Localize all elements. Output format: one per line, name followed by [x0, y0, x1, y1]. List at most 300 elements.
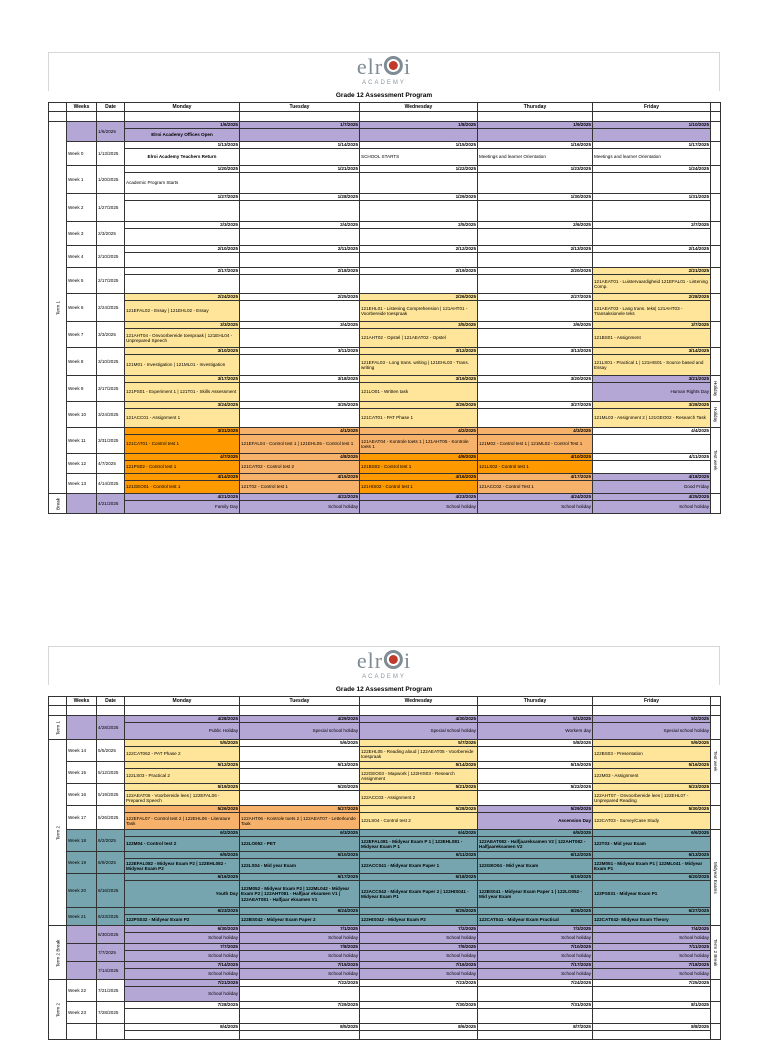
day-date: 6/30/2025: [125, 926, 240, 933]
day-cell: 121AHT04 - Onvoorbereide toespraak | 121EHL04 - Unprepared Speech: [125, 329, 240, 348]
day-cell: 122M03 - Assignment: [593, 769, 711, 784]
day-date: 6/19/2025: [478, 874, 593, 881]
day-date: 3/18/2025: [240, 376, 360, 383]
day-cell: [593, 1031, 711, 1040]
day-cell: School holiday: [240, 933, 360, 944]
day-cell: 122GEO03 - Mapwork | 122HIS03 - Research Assignment: [360, 769, 478, 784]
day-date: 4/29/2025: [240, 716, 360, 723]
day-date: 7/1/2025: [240, 926, 360, 933]
day-date: 6/12/2025: [478, 852, 593, 859]
day-date-row: [49, 494, 721, 501]
day-date: 8/6/2025: [360, 1024, 478, 1031]
day-date-row: [49, 348, 721, 355]
day-cell: [125, 201, 240, 222]
day-date: 4/21/2025: [125, 494, 240, 501]
day-content-row: [49, 149, 721, 166]
day-date: 4/18/2025: [593, 474, 711, 481]
day-cell: [360, 173, 478, 194]
day-cell: [240, 1009, 360, 1024]
day-date: 2/14/2025: [593, 246, 711, 253]
day-cell: 122PS031 - Midyear Exam P1: [593, 881, 711, 908]
column-header: Thursday: [478, 103, 593, 112]
day-date: 5/2/2025: [593, 716, 711, 723]
week-label: Week 2: [67, 194, 97, 222]
week-date: 7/14/2025: [97, 962, 125, 980]
day-cell: 122AHT07 - Onvoorbereide lees | 122EHL07 - Unprepared Reading: [593, 791, 711, 806]
day-cell: 121LO01 - Written task: [360, 383, 478, 402]
week-date: 5/26/2025: [97, 806, 125, 830]
day-date: 5/8/2025: [478, 740, 593, 747]
day-date: 2/4/2025: [240, 222, 360, 229]
day-cell: Special school holiday: [360, 723, 478, 740]
column-header: Thursday: [478, 697, 593, 706]
day-cell: 122BS041 - Midyear Exam Paper 1 | 122LO052 - Mid year Exam: [478, 881, 593, 908]
day-cell: [240, 129, 360, 142]
day-date: 7/25/2025: [593, 980, 711, 987]
day-date: 1/13/2025: [125, 142, 240, 149]
week-label: Week 23: [67, 1002, 97, 1024]
day-cell: 121BS01 - Assignment: [593, 329, 711, 348]
day-date: 7/8/2025: [240, 944, 360, 951]
day-cell: SCHOOL STARTS: [360, 149, 478, 166]
day-cell: [360, 129, 478, 142]
day-date: 1/20/2025: [125, 166, 240, 173]
day-cell: 122T03 - Mid year Exam: [593, 837, 711, 852]
day-date: 2/17/2025: [125, 268, 240, 275]
day-cell: School holiday: [478, 933, 593, 944]
day-date-row: [49, 428, 721, 435]
term-label: Term 2: [49, 980, 67, 1040]
day-content-row: [49, 481, 721, 494]
day-date-row: [49, 806, 721, 813]
day-cell: 121LS01 - Practical 1 | 121HIS01 - Source based and Essay: [593, 355, 711, 376]
day-cell: Special school holiday: [240, 723, 360, 740]
term-label: Break: [49, 494, 67, 514]
day-date: 3/27/2025: [478, 402, 593, 409]
day-cell: 122CAT042- Midyear Exam Theory: [593, 915, 711, 926]
column-header: Date: [97, 697, 125, 706]
day-date: 7/15/2025: [240, 962, 360, 969]
week-date: 2/24/2025: [97, 294, 125, 322]
week-date: 1/27/2025: [97, 194, 125, 222]
day-date-row: [49, 246, 721, 253]
day-content-row: [49, 329, 721, 348]
page-title: Grade 12 Assessment Program: [335, 92, 433, 99]
day-cell: 121ACC01 - Assignment 1: [125, 409, 240, 428]
week-label: Week 6: [67, 294, 97, 322]
week-label: Week 18: [67, 830, 97, 852]
day-cell: [240, 173, 360, 194]
day-date: 3/5/2025: [360, 322, 478, 329]
day-cell: School holiday: [478, 501, 593, 514]
day-cell: Good Friday: [593, 481, 711, 494]
week-date: 3/31/2025: [97, 428, 125, 454]
week-label: Week 19: [67, 852, 97, 874]
day-content-row: [49, 355, 721, 376]
day-date: 4/25/2025: [593, 494, 711, 501]
week-label: Week 0: [67, 142, 97, 166]
day-content-row: [49, 253, 721, 268]
day-cell: [478, 987, 593, 1002]
day-content-row: [49, 201, 721, 222]
column-header: Monday: [125, 697, 240, 706]
day-cell: [478, 409, 593, 428]
day-date: 2/20/2025: [478, 268, 593, 275]
day-cell: Special school holiday: [593, 723, 711, 740]
day-cell: 121M01 - Investigation | 121ML01 - Investigation: [125, 355, 240, 376]
side-header-cell: [711, 697, 721, 706]
day-cell: [478, 329, 593, 348]
column-header: Friday: [593, 103, 711, 112]
week-date: 3/24/2025: [97, 402, 125, 428]
day-date: 5/29/2025: [478, 806, 593, 813]
day-date-row: [49, 962, 721, 969]
day-cell: School holiday: [240, 969, 360, 980]
week-label: Week 17: [67, 806, 97, 830]
day-date: 1/21/2025: [240, 166, 360, 173]
day-cell: [360, 1009, 478, 1024]
day-date: 6/23/2025: [125, 908, 240, 915]
column-header: Date: [97, 103, 125, 112]
day-date: 7/22/2025: [240, 980, 360, 987]
day-cell: [478, 747, 593, 762]
day-date: 4/2/2025: [360, 428, 478, 435]
day-date: 3/11/2025: [240, 348, 360, 355]
day-content-row: [49, 275, 721, 294]
day-date: 3/25/2025: [240, 402, 360, 409]
day-date-row: [49, 830, 721, 837]
week-label: Week 7: [67, 322, 97, 348]
day-date: 3/20/2025: [478, 376, 593, 383]
week-date: 6/9/2025: [97, 852, 125, 874]
week-date: 2/17/2025: [97, 268, 125, 294]
day-date: 6/9/2025: [125, 852, 240, 859]
day-cell: School holiday: [125, 951, 240, 962]
day-date: 1/31/2025: [593, 194, 711, 201]
day-date: 2/19/2025: [360, 268, 478, 275]
day-date-row: [49, 784, 721, 791]
day-cell: 121BS02 - Control test 1: [360, 461, 478, 474]
week-date: 2/3/2025: [97, 222, 125, 246]
day-date: 6/16/2025: [125, 874, 240, 881]
day-cell: [593, 201, 711, 222]
day-cell: 122CAT041 - Midyear Exam Practical: [478, 915, 593, 926]
day-cell: 122LS04 - Mid year Exam: [240, 859, 360, 874]
week-date: 6/23/2025: [97, 908, 125, 926]
day-date: 8/1/2025: [593, 1002, 711, 1009]
day-cell: 122CAT03 - Survey/Case Study: [593, 813, 711, 830]
day-date: 5/20/2025: [240, 784, 360, 791]
day-date: 5/19/2025: [125, 784, 240, 791]
week-label: Week 10: [67, 402, 97, 428]
day-cell: [240, 747, 360, 762]
day-cell: 122BS042 - Midyear Exam Paper 2: [240, 915, 360, 926]
day-date: 4/8/2025: [240, 454, 360, 461]
day-cell: Elroi Academy Teachers Return: [125, 149, 240, 166]
day-cell: School holiday: [593, 951, 711, 962]
day-date: 3/19/2025: [360, 376, 478, 383]
day-cell: Elroi Academy Offices Open: [125, 129, 240, 142]
day-content-row: [49, 301, 721, 322]
week-label: Week 14: [67, 740, 97, 762]
day-date: 1/14/2025: [240, 142, 360, 149]
day-cell: 121LS02 - Control test 1: [478, 461, 593, 474]
day-date: 6/17/2025: [240, 874, 360, 881]
day-cell: [593, 987, 711, 1002]
week-date: 6/16/2025: [97, 874, 125, 908]
week-date: 6/2/2025: [97, 830, 125, 852]
week-label: Week 12: [67, 454, 97, 474]
day-cell: [240, 1031, 360, 1040]
day-date: 1/10/2025: [593, 122, 711, 129]
elroi-academy-logo: elr i ACADEMY: [356, 54, 412, 86]
week-label: [67, 1024, 97, 1040]
day-date: 1/29/2025: [360, 194, 478, 201]
day-date: 3/10/2025: [125, 348, 240, 355]
day-date: 4/17/2025: [478, 474, 593, 481]
week-date: 5/5/2025: [97, 740, 125, 762]
side-label: Holiday: [711, 402, 721, 428]
day-cell: [360, 275, 478, 294]
day-date: 7/10/2025: [478, 944, 593, 951]
day-cell: School holiday: [240, 951, 360, 962]
week-date: 4/21/2025: [97, 494, 125, 514]
day-date-row: [49, 322, 721, 329]
side-label: Test week: [711, 740, 721, 784]
day-date: 1/8/2025: [360, 122, 478, 129]
day-date-row: [49, 194, 721, 201]
side-label: Holiday: [711, 376, 721, 402]
week-label: [67, 122, 97, 142]
spacer-row: [49, 112, 721, 122]
day-date: 7/31/2025: [478, 1002, 593, 1009]
day-cell: [240, 149, 360, 166]
day-date: 3/4/2025: [240, 322, 360, 329]
day-date: 2/28/2025: [593, 294, 711, 301]
day-cell: 121EFAL02 - Essay | 121EHL02 - Essay: [125, 301, 240, 322]
day-cell: 121AEAT04 - Kontrole toets 1 | 121AHT05 - Kontrole toets 1: [360, 435, 478, 454]
day-date: 1/6/2025: [125, 122, 240, 129]
day-date: 7/7/2025: [125, 944, 240, 951]
column-header: Weeks: [67, 103, 97, 112]
day-cell: Workers day: [478, 723, 593, 740]
day-date-row: [49, 944, 721, 951]
day-date: 2/26/2025: [360, 294, 478, 301]
week-date: 2/10/2025: [97, 246, 125, 268]
week-date: 3/3/2025: [97, 322, 125, 348]
logo-header: [48, 52, 720, 91]
day-cell: [478, 129, 593, 142]
day-cell: Academic Program Starts: [125, 173, 240, 194]
day-date-row: [49, 740, 721, 747]
day-date: 3/7/2025: [593, 322, 711, 329]
day-cell: [240, 253, 360, 268]
day-date: 7/11/2025: [593, 944, 711, 951]
day-cell: School holiday: [360, 951, 478, 962]
day-cell: 121HIS02 - Control test 1: [360, 481, 478, 494]
day-date: 6/10/2025: [240, 852, 360, 859]
page-title: Grade 12 Assessment Program: [335, 686, 433, 693]
day-date: 4/1/2025: [240, 428, 360, 435]
day-date-row: [49, 980, 721, 987]
term-label: Term 1: [49, 716, 67, 740]
day-date: 6/2/2025: [125, 830, 240, 837]
week-label: Week 16: [67, 784, 97, 806]
day-date: 2/21/2025: [593, 268, 711, 275]
day-date: 3/6/2025: [478, 322, 593, 329]
day-cell: [240, 791, 360, 806]
week-label: [67, 944, 97, 962]
day-date: 5/28/2025: [360, 806, 478, 813]
day-content-row: [49, 859, 721, 874]
day-date: 8/8/2025: [593, 1024, 711, 1031]
day-cell: 121GEO01 - Control test 1: [125, 481, 240, 494]
day-date: 1/7/2025: [240, 122, 360, 129]
day-cell: School holiday: [593, 501, 711, 514]
day-date: 2/10/2025: [125, 246, 240, 253]
day-cell: 122M052 - Midyear Exam P2 | 122ML042 - Midyear Exam P2 | 122AHT081 - Halfjaar eksamen V1 | 122AEAT081 - Halfjaar eksamen V1: [240, 881, 360, 908]
day-cell: 122ACC042 - Midyear Exam Paper 2 | 122HIS041 - Midyear Exam P1: [360, 881, 478, 908]
day-date: 6/11/2025: [360, 852, 478, 859]
week-label: Week 22: [67, 980, 97, 1002]
day-date: 5/21/2025: [360, 784, 478, 791]
day-content-row: [49, 383, 721, 402]
day-cell: 122BS03 - Presentation: [593, 747, 711, 762]
day-date: 5/30/2025: [593, 806, 711, 813]
day-cell: [478, 275, 593, 294]
day-cell: 121AEAT03 - Lang trans. teks| 121AHT03 - Transaksionele teks: [593, 301, 711, 322]
day-date-row: [49, 294, 721, 301]
day-cell: Meetings and learner Orientation: [593, 149, 711, 166]
day-date: 7/3/2025: [478, 926, 593, 933]
week-date: 5/12/2025: [97, 762, 125, 784]
day-date: 2/18/2025: [240, 268, 360, 275]
day-date: 5/13/2025: [240, 762, 360, 769]
day-cell: [125, 1009, 240, 1024]
day-cell: [240, 329, 360, 348]
day-content-row: [49, 747, 721, 762]
day-date: 2/12/2025: [360, 246, 478, 253]
day-cell: [593, 129, 711, 142]
week-label: Week 9: [67, 376, 97, 402]
day-cell: 121CAT01 - Control test 1: [125, 435, 240, 454]
day-content-row: [49, 229, 721, 246]
week-date: 5/19/2025: [97, 784, 125, 806]
day-cell: 122HIS042 - Midyear Exam P2: [360, 915, 478, 926]
day-date: 2/27/2025: [478, 294, 593, 301]
week-label: Week 15: [67, 762, 97, 784]
day-cell: School holiday: [360, 969, 478, 980]
assessment-table-term-1: [48, 102, 721, 514]
day-cell: Public Holiday: [125, 723, 240, 740]
day-date: 4/9/2025: [360, 454, 478, 461]
day-cell: 121AEAT01 - Luistervaardigheid 121EFAL01 - Listening Comp.: [593, 275, 711, 294]
day-date-row: [49, 908, 721, 915]
week-label: Week 4: [67, 246, 97, 268]
day-cell: [240, 201, 360, 222]
day-content-row: [49, 409, 721, 428]
day-date-row: [49, 376, 721, 383]
day-cell: [360, 229, 478, 246]
day-cell: 122EHL05 - Reading aloud | 122AEAT05 - Voorbereide toespraak: [360, 747, 478, 762]
day-date: 2/7/2025: [593, 222, 711, 229]
day-cell: Human Rights Day: [593, 383, 711, 402]
day-content-row: [49, 933, 721, 944]
day-cell: School holiday: [478, 951, 593, 962]
day-date: 5/1/2025: [478, 716, 593, 723]
day-date-row: [49, 874, 721, 881]
day-cell: 122PS032 - Midyear Exam P2: [125, 915, 240, 926]
day-cell: School holiday: [478, 969, 593, 980]
day-cell: 122AEAT082 - Halfjaareksamen V2 | 122AHT082 - Halfjaareksamen V2: [478, 837, 593, 852]
day-cell: 121CAT01 - PAT Phase 1: [360, 409, 478, 428]
day-cell: School holiday: [125, 933, 240, 944]
day-date: 7/17/2025: [478, 962, 593, 969]
day-content-row: [49, 723, 721, 740]
day-content-row: [49, 813, 721, 830]
day-cell: 121PS01 - Experiment 1 | 121T01 - Skills Assessment: [125, 383, 240, 402]
logo-header: [48, 646, 720, 685]
day-cell: [125, 229, 240, 246]
day-date: 5/26/2025: [125, 806, 240, 813]
elroi-academy-logo: elr i ACADEMY: [356, 648, 412, 680]
day-date: 2/11/2025: [240, 246, 360, 253]
day-cell: [360, 253, 478, 268]
day-cell: 122AEAT06 - Voorbereide lees | 122EFAL06 - Prepared Speech: [125, 791, 240, 806]
day-content-row: [49, 435, 721, 454]
day-date-row: [49, 1002, 721, 1009]
day-date-row: [49, 852, 721, 859]
day-date: 3/3/2025: [125, 322, 240, 329]
day-date: 2/6/2025: [478, 222, 593, 229]
day-date: 5/15/2025: [478, 762, 593, 769]
day-date: 6/4/2025: [360, 830, 478, 837]
day-content-row: [49, 461, 721, 474]
column-header: Wednesday: [360, 103, 478, 112]
day-date: 3/24/2025: [125, 402, 240, 409]
day-cell: [125, 253, 240, 268]
day-date: 1/22/2025: [360, 166, 478, 173]
day-content-row: [49, 951, 721, 962]
week-label: Week 13: [67, 474, 97, 494]
day-date: 7/16/2025: [360, 962, 478, 969]
day-cell: 122EFAL081 - Midyear Exam P 1 | 122EHL081 - Midyear Exam P 1: [360, 837, 478, 852]
day-cell: [478, 383, 593, 402]
week-date: 7/28/2025: [97, 1002, 125, 1024]
day-date-row: [49, 222, 721, 229]
week-date: 1/20/2025: [97, 166, 125, 194]
day-cell: [240, 229, 360, 246]
day-date: 4/4/2025: [593, 428, 711, 435]
day-cell: 121EHL01 - Listening Comprehension | 121AHT01 - Voorbereide toespraak: [360, 301, 478, 322]
day-cell: 121CAT02 - Control test 2: [240, 461, 360, 474]
day-cell: [478, 253, 593, 268]
day-cell: [240, 769, 360, 784]
day-date-row: [49, 1024, 721, 1031]
day-date: 1/23/2025: [478, 166, 593, 173]
day-cell: 122ACC03 - Assignment 2: [360, 791, 478, 806]
day-cell: 121EFAL03 - Long trans. writing | 121EHL03 - Trans. writing: [360, 355, 478, 376]
side-label: Midyear Exams: [711, 830, 721, 926]
day-date: 2/25/2025: [240, 294, 360, 301]
term-label: Term 2: [49, 740, 67, 926]
day-date: 5/14/2025: [360, 762, 478, 769]
day-date: 2/5/2025: [360, 222, 478, 229]
day-date-row: [49, 122, 721, 129]
day-date: 1/17/2025: [593, 142, 711, 149]
term-label: Term 2 Break: [49, 926, 67, 980]
day-date: 6/25/2025: [360, 908, 478, 915]
